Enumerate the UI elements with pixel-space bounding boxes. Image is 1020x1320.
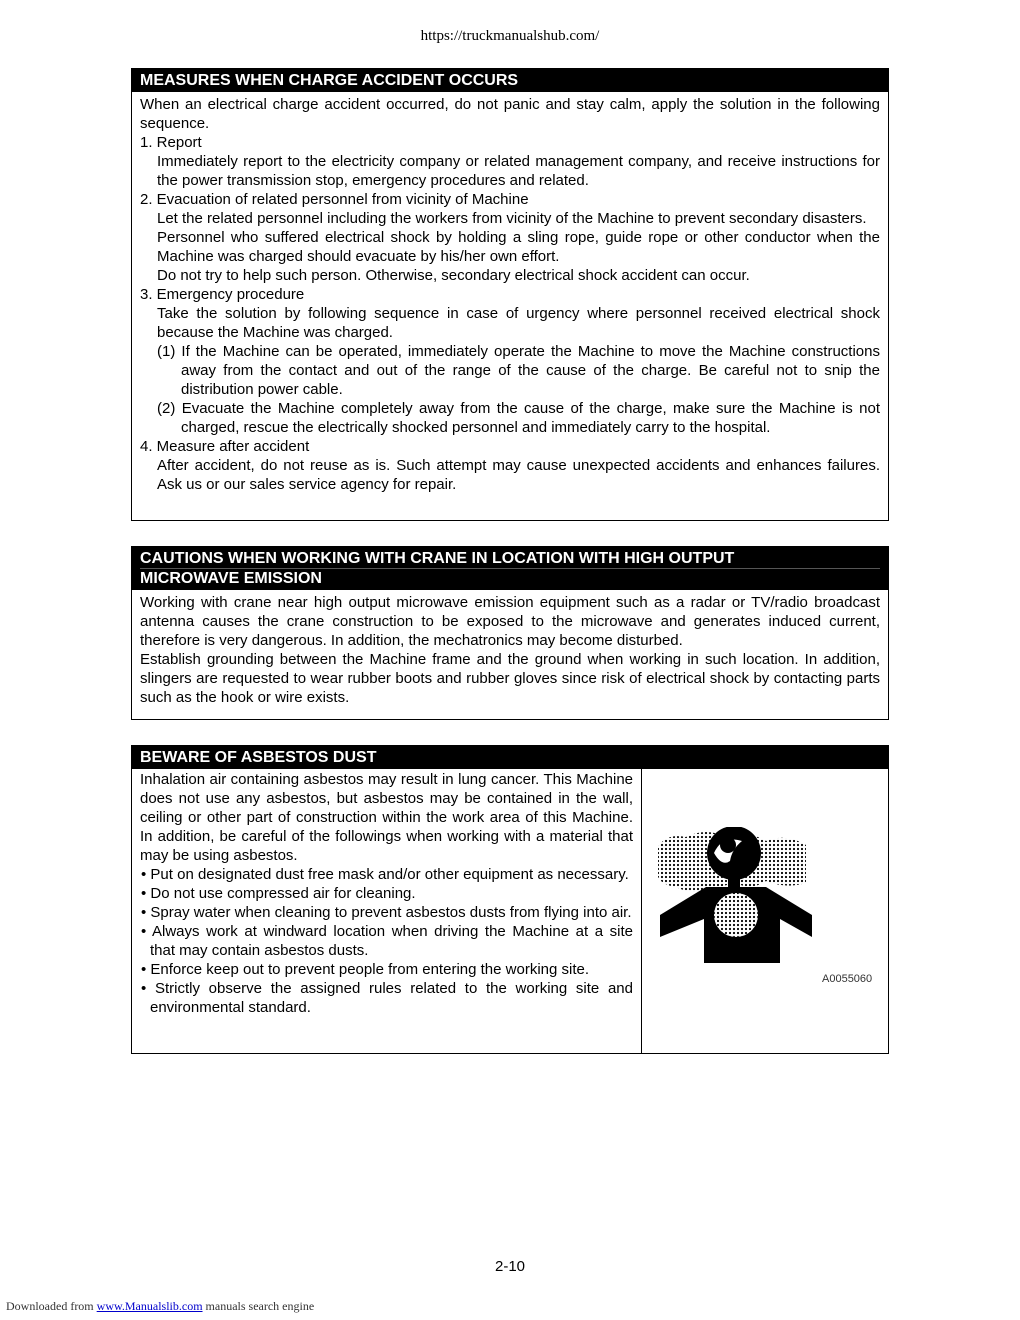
list-item: • Spray water when cleaning to prevent asbestos dusts from flying into air. [141, 904, 632, 921]
item-text: Take the solution by following sequence in case of urgency where personnel received electrical shock because the Machine was charged. [157, 305, 880, 341]
body-text: Establish grounding between the Machine frame and the ground when working in such location. In addition, slingers are requested to wear rubber boots and rubber gloves since risk of electrical shock by contacting parts such as the hook or wire exists. [140, 651, 880, 706]
dust-inhalation-icon [656, 827, 816, 967]
section-title-line2: MICROWAVE EMISSION [140, 568, 880, 588]
footer-suffix: manuals search engine [205, 1299, 315, 1313]
section-title: BEWARE OF ASBESTOS DUST [132, 746, 888, 769]
page-number: 2-10 [494, 1258, 526, 1275]
item-text: Personnel who suffered electrical shock by holding a sling rope, guide rope or other conductor when the Machine was charged should evacuate by his/her own effort. [157, 229, 880, 265]
item-title: 2. Evacuation of related personnel from vicinity of Machine [140, 191, 529, 208]
header-url: https://truckmanualshub.com/ [420, 28, 600, 44]
footer-prefix: Downloaded from [6, 1299, 94, 1313]
list-item: • Always work at windward location when driving the Machine at a site that may contain asbestos dusts. [141, 923, 633, 959]
item-text: Let the related personnel including the workers from vicinity of the Machine to prevent secondary disasters. [157, 210, 867, 227]
item-text: Do not try to help such person. Otherwise, secondary electrical shock accident can occur. [157, 267, 750, 284]
asbestos-figure [642, 769, 888, 1053]
intro-text: Inhalation air containing asbestos may result in lung cancer. This Machine does not use any asbestos, but asbestos may be contained in the wall, ceiling or other part of construction within the work area of this Machine. In addition, be careful of the followings when working with a material that may be using asbestos. [140, 771, 633, 864]
charge-accident-section [131, 68, 889, 521]
list-item: • Strictly observe the assigned rules related to the working site and environmental standard. [141, 980, 633, 1016]
item-title: 3. Emergency procedure [140, 286, 305, 303]
item-title: 4. Measure after accident [140, 438, 310, 455]
section-body [132, 92, 888, 499]
figure-code: A0055060 [822, 973, 873, 985]
manualslib-link[interactable]: www.Manualslib.com [96, 1299, 203, 1313]
intro-text: When an electrical charge accident occurred, do not panic and stay calm, apply the solution in the following sequence. [140, 96, 880, 132]
section-title [132, 547, 888, 590]
list-item: • Do not use compressed air for cleaning. [141, 885, 416, 902]
section-title-line1: CAUTIONS WHEN WORKING WITH CRANE IN LOCATION WITH HIGH OUTPUT [140, 550, 735, 567]
microwave-section [131, 546, 889, 720]
asbestos-section [131, 745, 889, 1054]
item-text: Immediately report to the electricity company or related management company, and receive instructions for the power transmission stop, emergency procedures and related. [157, 153, 880, 189]
asbestos-text-column [132, 769, 642, 1053]
list-item: • Enforce keep out to prevent people from entering the working site. [141, 961, 590, 978]
section-title: MEASURES WHEN CHARGE ACCIDENT OCCURS [132, 69, 888, 92]
section-body [132, 769, 888, 1053]
download-footer [6, 1299, 314, 1314]
item-title: 1. Report [140, 134, 202, 151]
sub-item-text: (1) If the Machine can be operated, immediately operate the Machine to move the Machine constructions away from the contact and out of the range of the cause of the charge. Be careful not to snip the distribution power cable. [157, 343, 880, 398]
body-text: Working with crane near high output microwave emission equipment such as a radar or TV/radio broadcast antenna causes the crane construction to be exposed to the microwave and generates induced current, therefore is very dangerous. In addition, the mechatronics may become disturbed. [140, 594, 880, 649]
item-text: After accident, do not reuse as is. Such attempt may cause unexpected accidents and enhances failures. Ask us or our sales service agency for repair. [157, 457, 880, 493]
section-body [132, 590, 888, 712]
sub-item-text: (2) Evacuate the Machine completely away from the cause of the charge, make sure the Machine is not charged, rescue the electrically shocked personnel and immediately carry to the hospital. [157, 400, 880, 436]
list-item: • Put on designated dust free mask and/or other equipment as necessary. [141, 866, 629, 883]
